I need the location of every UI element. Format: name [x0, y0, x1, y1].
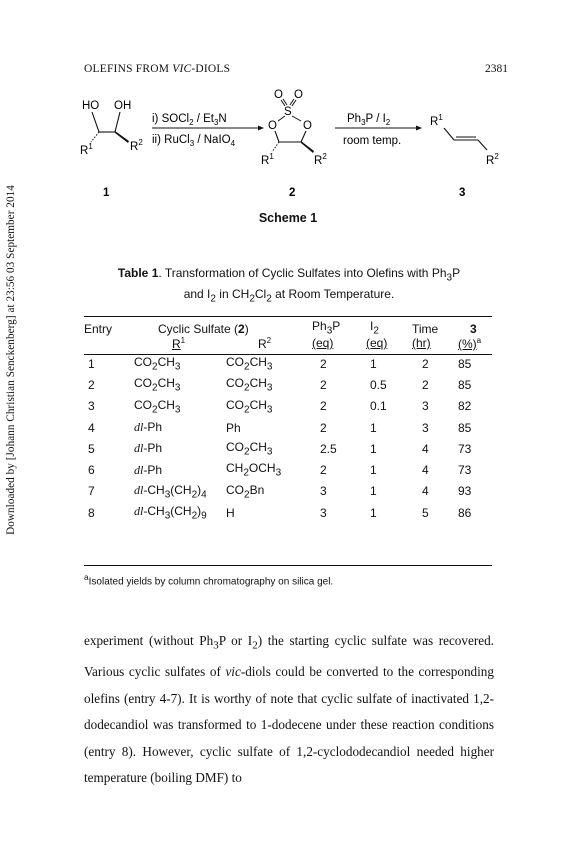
cell-time: 2 — [422, 377, 429, 392]
cell-r2: $CO_2CH_3$ — [226, 376, 273, 394]
olefin-r1-label: $R^1$ — [430, 113, 443, 128]
cell-yield: 82 — [458, 399, 472, 414]
cell-r1: dl-Ph — [134, 420, 163, 435]
cell-yield: 93 — [458, 484, 472, 499]
cell-r1: dl-Ph — [134, 441, 163, 456]
table-row — [84, 459, 492, 480]
header-ph3p-unit: (eq) — [312, 336, 334, 350]
table-row — [84, 374, 492, 395]
cell-ph3p: 3 — [320, 505, 327, 520]
sulfate-o-top-right: O — [294, 89, 303, 101]
header-i2: $I_2$ — [370, 318, 379, 336]
cell-ph3p: 2 — [320, 399, 327, 414]
diol-structure — [80, 100, 143, 199]
cell-ph3p: 2.5 — [320, 441, 337, 456]
cell-i2: 1 — [370, 356, 377, 371]
cell-i2: 1 — [370, 505, 377, 520]
sulfate-s-label: S — [284, 106, 292, 118]
olefin-structure — [430, 113, 499, 199]
table-header-row — [84, 316, 492, 336]
cell-r1: dl-Ph — [134, 462, 163, 477]
cell-yield: 85 — [458, 356, 472, 371]
diol-oh-label: OH — [114, 100, 132, 112]
cell-i2: 1 — [370, 463, 377, 478]
cell-time: 4 — [422, 484, 429, 499]
table-bottom-rule — [84, 565, 492, 566]
header-i2-unit: (eq) — [366, 336, 388, 350]
cell-entry: 1 — [88, 356, 95, 371]
cell-time: 5 — [422, 505, 429, 520]
table-row — [84, 502, 492, 523]
reaction-scheme-drawing — [80, 88, 510, 218]
sulfate-o-right: O — [303, 120, 312, 132]
header-yield: 3 — [470, 322, 477, 336]
step2-condition: room temp. — [343, 135, 402, 147]
cell-r2: $CO_2CH_3$ — [226, 354, 273, 373]
step1 — [152, 113, 264, 148]
sulfate-r2-label: $R^2$ — [314, 152, 327, 167]
table-caption-label: Table 1 — [117, 266, 159, 280]
sulfate-o-top-left: O — [274, 89, 283, 101]
table-row — [84, 438, 492, 459]
cell-r2: $CO_2Bn$ — [226, 482, 265, 501]
cell-ph3p: 2 — [320, 377, 327, 392]
cell-entry: 7 — [88, 484, 95, 499]
table-caption: Table 1. Transformation of Cyclic Sulfates into Olefins with $Ph_3P$ and $I_2$ in $CH_2Cl_2$ at Room Temperature. — [117, 266, 461, 305]
header-time-unit: (hr) — [412, 336, 431, 350]
step1-reagent-line2: ii) RuCl$_3$ / NaIO$_4$ — [152, 134, 236, 148]
diol-ho-label: HO — [82, 100, 100, 112]
cell-r2: $CH_2OCH_3$ — [226, 461, 282, 479]
compound-3-number: 3 — [459, 187, 466, 199]
cell-r1: $CO_2CH_3$ — [134, 397, 181, 415]
cell-entry: 8 — [88, 505, 95, 520]
cell-i2: 1 — [370, 484, 377, 499]
cell-i2: 1 — [370, 420, 377, 435]
compound-1-number: 1 — [103, 187, 110, 199]
header-time: Time — [412, 322, 439, 336]
cell-ph3p: 2 — [320, 356, 327, 371]
cell-r2: Ph — [226, 420, 241, 435]
cell-time: 3 — [422, 420, 429, 435]
cell-r1: $CO_2CH_3$ — [134, 376, 181, 394]
header-r1: $R^1$ — [172, 336, 186, 351]
table-row — [84, 417, 492, 438]
cell-i2: 0.1 — [370, 399, 387, 414]
header-yield-unit: (%)$^a$ — [458, 336, 482, 351]
table-row — [84, 353, 492, 374]
cell-i2: 0.5 — [370, 377, 387, 392]
header-r2: $R^2$ — [258, 336, 272, 351]
cell-yield: 85 — [458, 377, 472, 392]
download-watermark: Downloaded by [Johann Christian Senckenberg] at 23:56 03 September 2014 — [5, 185, 17, 535]
cell-time: 4 — [422, 463, 429, 478]
sulfate-r1-label: $R^1$ — [261, 152, 274, 167]
table-row — [84, 396, 492, 417]
table-footnote: $^a$Isolated yields by column chromatography on silica gel. — [84, 572, 334, 588]
cell-r1: $CO_2CH_3$ — [134, 354, 181, 373]
reaction-scheme — [80, 88, 510, 218]
cell-time: 2 — [422, 356, 429, 371]
cell-entry: 5 — [88, 441, 95, 456]
compound-2-number: 2 — [289, 187, 296, 199]
cell-yield: 86 — [458, 505, 472, 520]
sulfate-o-left: O — [268, 120, 277, 132]
page-number: 2381 — [485, 63, 508, 75]
table-row — [84, 481, 492, 502]
results-table — [84, 316, 492, 523]
cell-time: 3 — [422, 399, 429, 414]
cell-ph3p: 2 — [320, 420, 327, 435]
step2-reagent: $Ph_3P / I_2$ — [347, 113, 391, 127]
step1-reagent-line1: i) SOCl$_2$ / $Et_3N$ — [152, 113, 227, 127]
cell-i2: 1 — [370, 441, 377, 456]
header-ph3p: $Ph_3P$ — [312, 318, 341, 336]
cyclic-sulfate-structure — [261, 89, 327, 199]
cell-entry: 3 — [88, 399, 95, 414]
cell-r2: $CO_2CH_3$ — [226, 397, 273, 415]
cell-ph3p: 3 — [320, 484, 327, 499]
cell-entry: 4 — [88, 420, 95, 435]
cell-entry: 2 — [88, 377, 95, 392]
diol-r2-label: $R^2$ — [130, 138, 143, 153]
running-head-title: OLEFINS FROM VIC-DIOLS — [84, 63, 231, 75]
cell-yield: 85 — [458, 420, 472, 435]
header-entry: Entry — [84, 322, 113, 336]
scheme-title: Scheme 1 — [258, 211, 318, 225]
diol-r1-label: $R^1$ — [80, 142, 93, 157]
cell-entry: 6 — [88, 463, 95, 478]
cell-time: 4 — [422, 441, 429, 456]
cell-r2: H — [226, 505, 235, 520]
olefin-r2-label: $R^2$ — [486, 152, 499, 167]
cell-r2: $CO_2CH_3$ — [226, 440, 273, 458]
cell-r1: $dl-CH_3(CH_2)_9$ — [134, 504, 207, 522]
running-head — [84, 63, 508, 77]
cell-yield: 73 — [458, 441, 472, 456]
cell-ph3p: 2 — [320, 463, 327, 478]
body-paragraph-text: experiment (without $Ph_3P$ or $I_2$) the starting cyclic sulfate was recovered. Various cyclic sulfates of vic-diols could be converted to the corresponding olefins (entry 4-7). It is worthy of note that cyclic sulfate of inactivated 1,2-dodecandiol was transformed to 1-dodecene under these reaction conditions (entry 8). However, cyclic sulfate of 1,2-cyclododecandiol needed higher temperature (boiling DMF) to — [84, 633, 494, 786]
step2 — [335, 113, 422, 147]
table-subheader-row — [84, 336, 492, 353]
cell-r1: $dl-CH_3(CH_2)_4$ — [134, 482, 207, 501]
header-cyclic-sulfate: Cyclic Sulfate (2) — [158, 322, 249, 336]
cell-yield: 73 — [458, 463, 472, 478]
body-paragraph — [84, 628, 494, 792]
